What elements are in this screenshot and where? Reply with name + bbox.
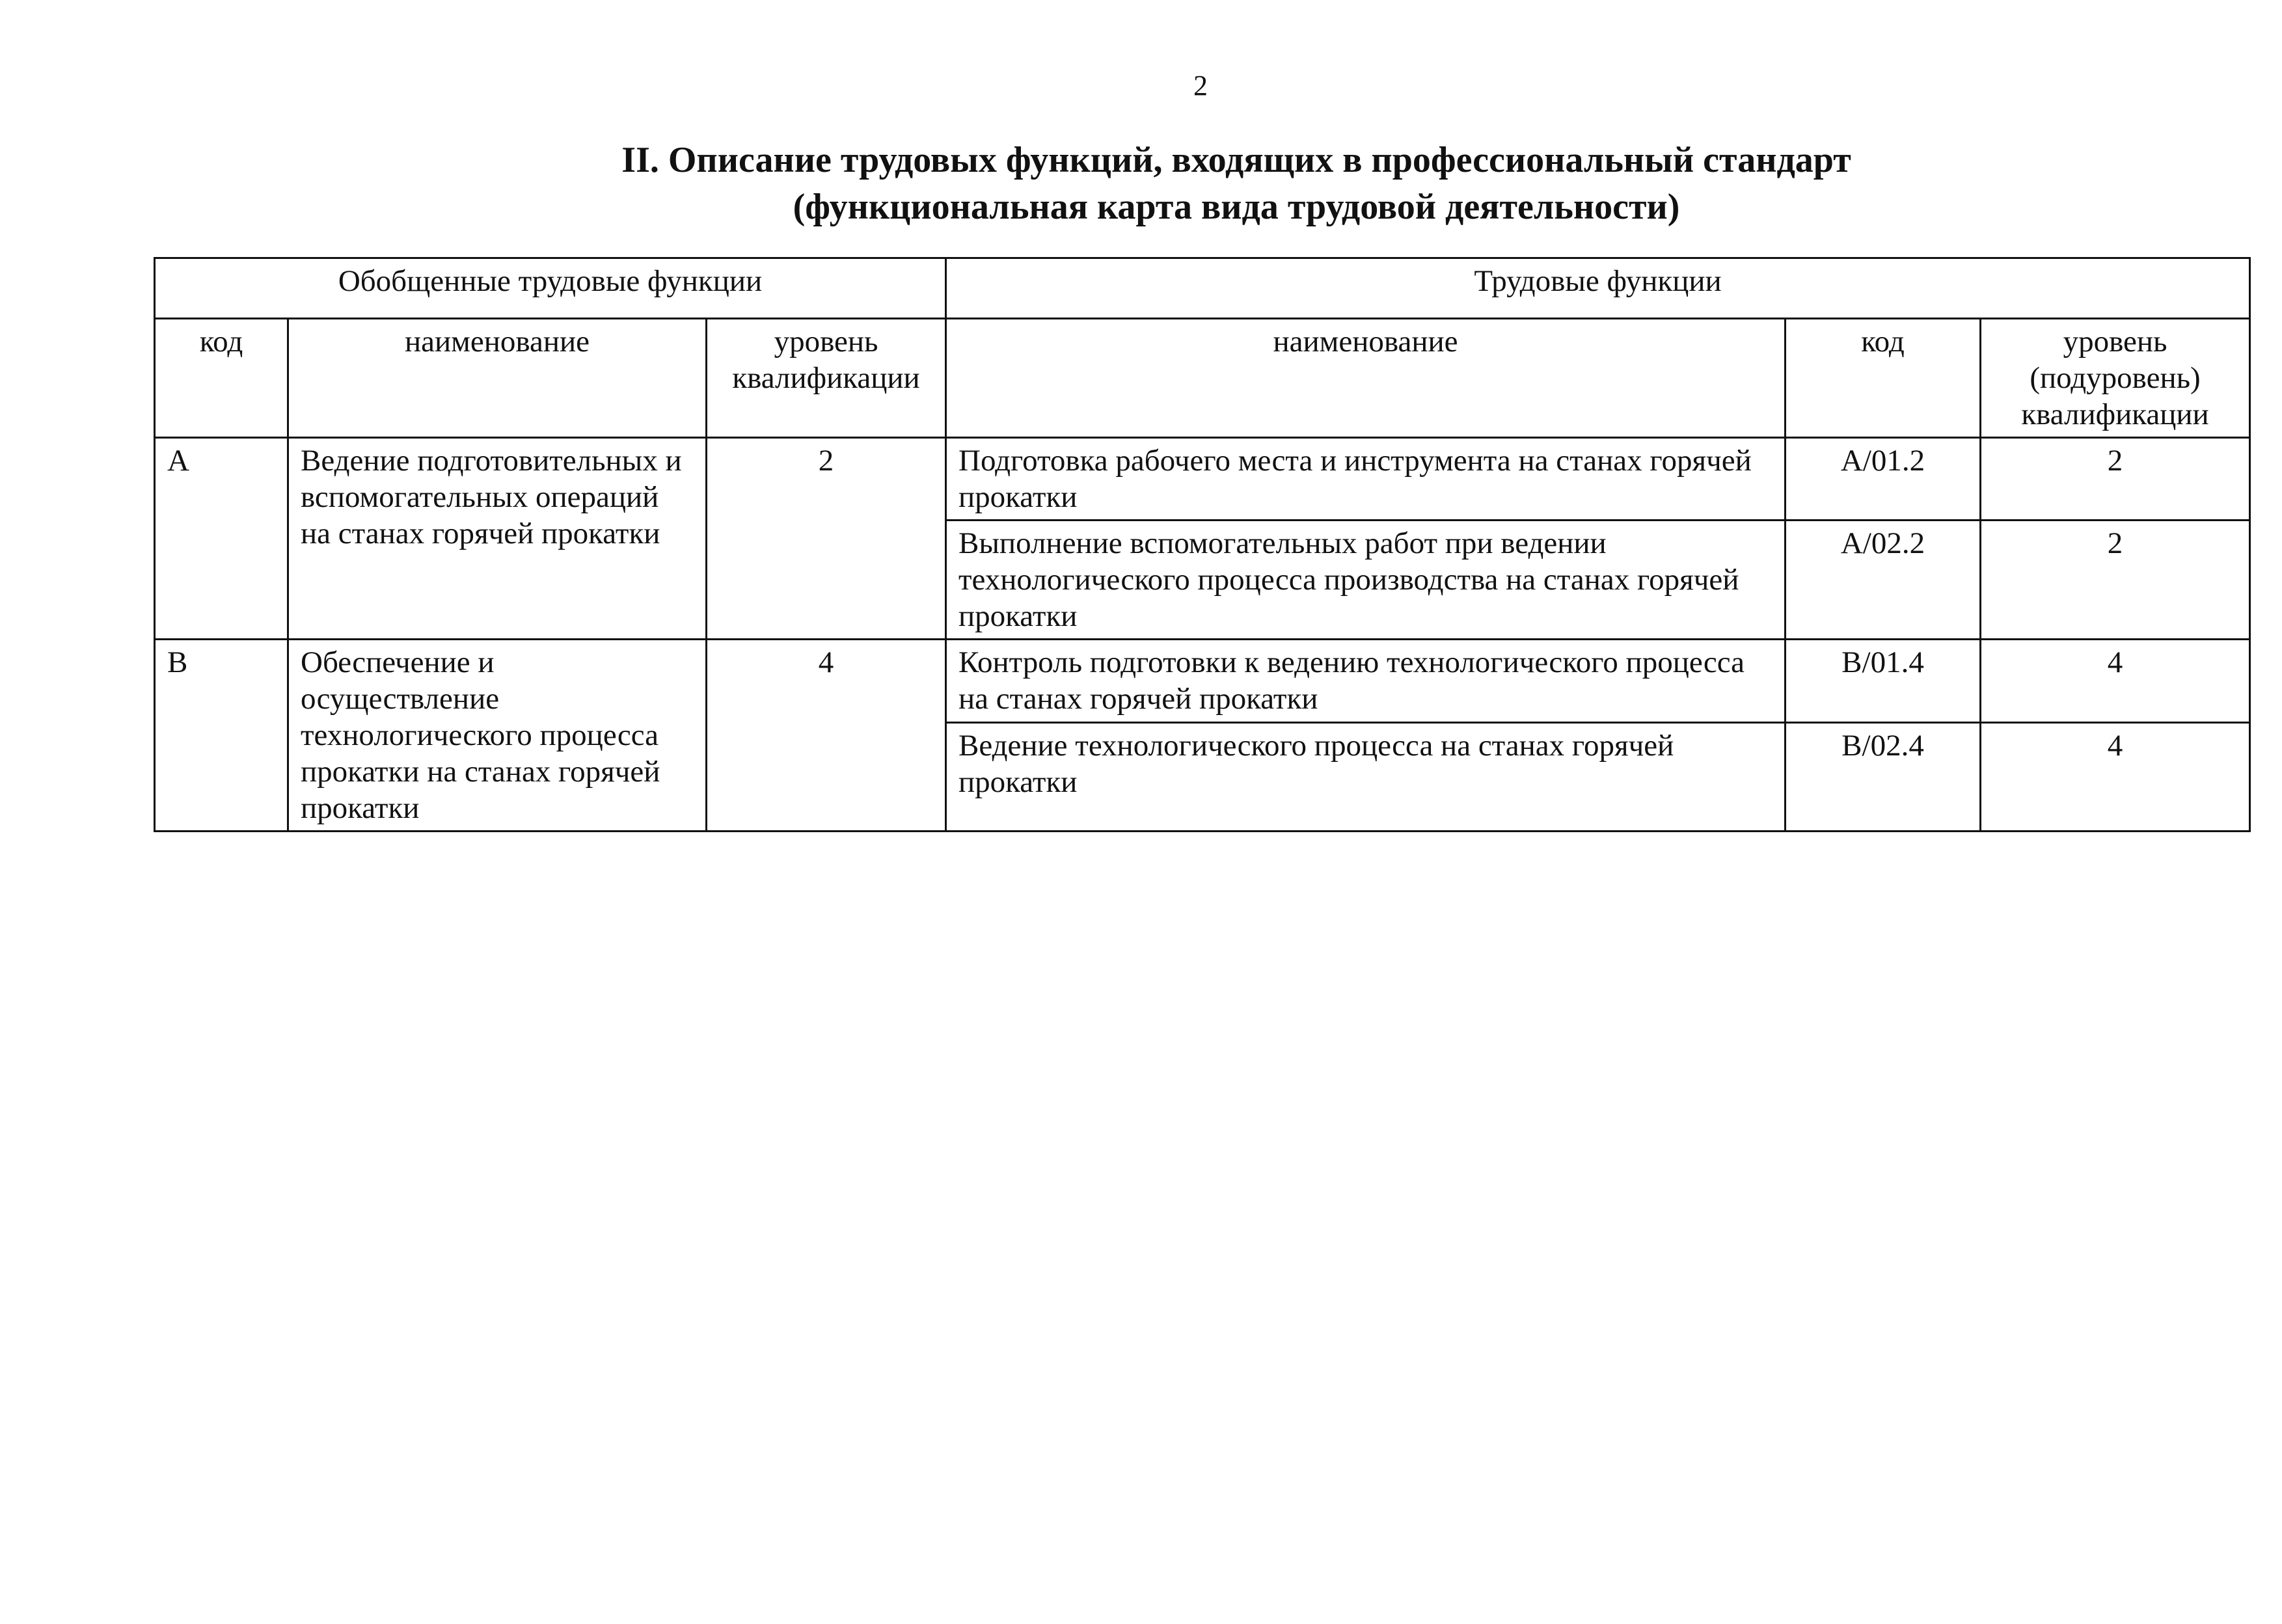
gen-code-cell: A <box>155 438 288 640</box>
section-title <box>495 137 1978 230</box>
gen-name-cell: Обеспечение и осуществление технологического процесса прокатки на станах горячей прокатки <box>288 640 707 832</box>
tf-name-header: наименование <box>946 319 1786 438</box>
tf-code-header: код <box>1786 319 1981 438</box>
gen-code-header: код <box>155 319 288 438</box>
tf-level-cell: 2 <box>1981 438 2250 521</box>
tf-code-cell: B/01.4 <box>1786 640 1981 723</box>
tf-level-cell: 2 <box>1981 521 2250 640</box>
page-number: 2 <box>1193 70 1208 102</box>
tf-code-cell: A/01.2 <box>1786 438 1981 521</box>
tf-name-cell: Подготовка рабочего места и инструмента на станах горячей прокатки <box>946 438 1786 521</box>
gen-code-cell: B <box>155 640 288 832</box>
group-header-row <box>155 258 2250 319</box>
section-title-line-1: II. Описание трудовых функций, входящих в профессиональный стандарт <box>621 140 1851 180</box>
tf-level-cell: 4 <box>1981 723 2250 832</box>
tf-code-cell: A/02.2 <box>1786 521 1981 640</box>
section-title-line-2: (функциональная карта вида трудовой деятельности) <box>793 187 1680 227</box>
tf-name-cell: Выполнение вспомогательных работ при ведении технологического процесса производства на станах горячей прокатки <box>946 521 1786 640</box>
generalized-functions-header: Обобщенные трудовые функции <box>155 258 946 319</box>
gen-name-cell: Ведение подготовительных и вспомогательных операций на станах горячей прокатки <box>288 438 707 640</box>
table-row <box>155 438 2250 521</box>
tf-name-cell: Контроль подготовки к ведению технологического процесса на станах горячей прокатки <box>946 640 1786 723</box>
tf-level-cell: 4 <box>1981 640 2250 723</box>
table-row <box>155 640 2250 723</box>
gen-level-cell: 2 <box>707 438 946 640</box>
tf-level-header: уровень (подуровень) квалификации <box>1981 319 2250 438</box>
tf-code-cell: B/02.4 <box>1786 723 1981 832</box>
gen-name-header: наименование <box>288 319 707 438</box>
gen-level-cell: 4 <box>707 640 946 832</box>
labor-functions-header: Трудовые функции <box>946 258 2250 319</box>
column-header-row <box>155 319 2250 438</box>
gen-level-header: уровень квалификации <box>707 319 946 438</box>
tf-name-cell: Ведение технологического процесса на станах горячей прокатки <box>946 723 1786 832</box>
functional-map-table <box>154 257 2251 832</box>
